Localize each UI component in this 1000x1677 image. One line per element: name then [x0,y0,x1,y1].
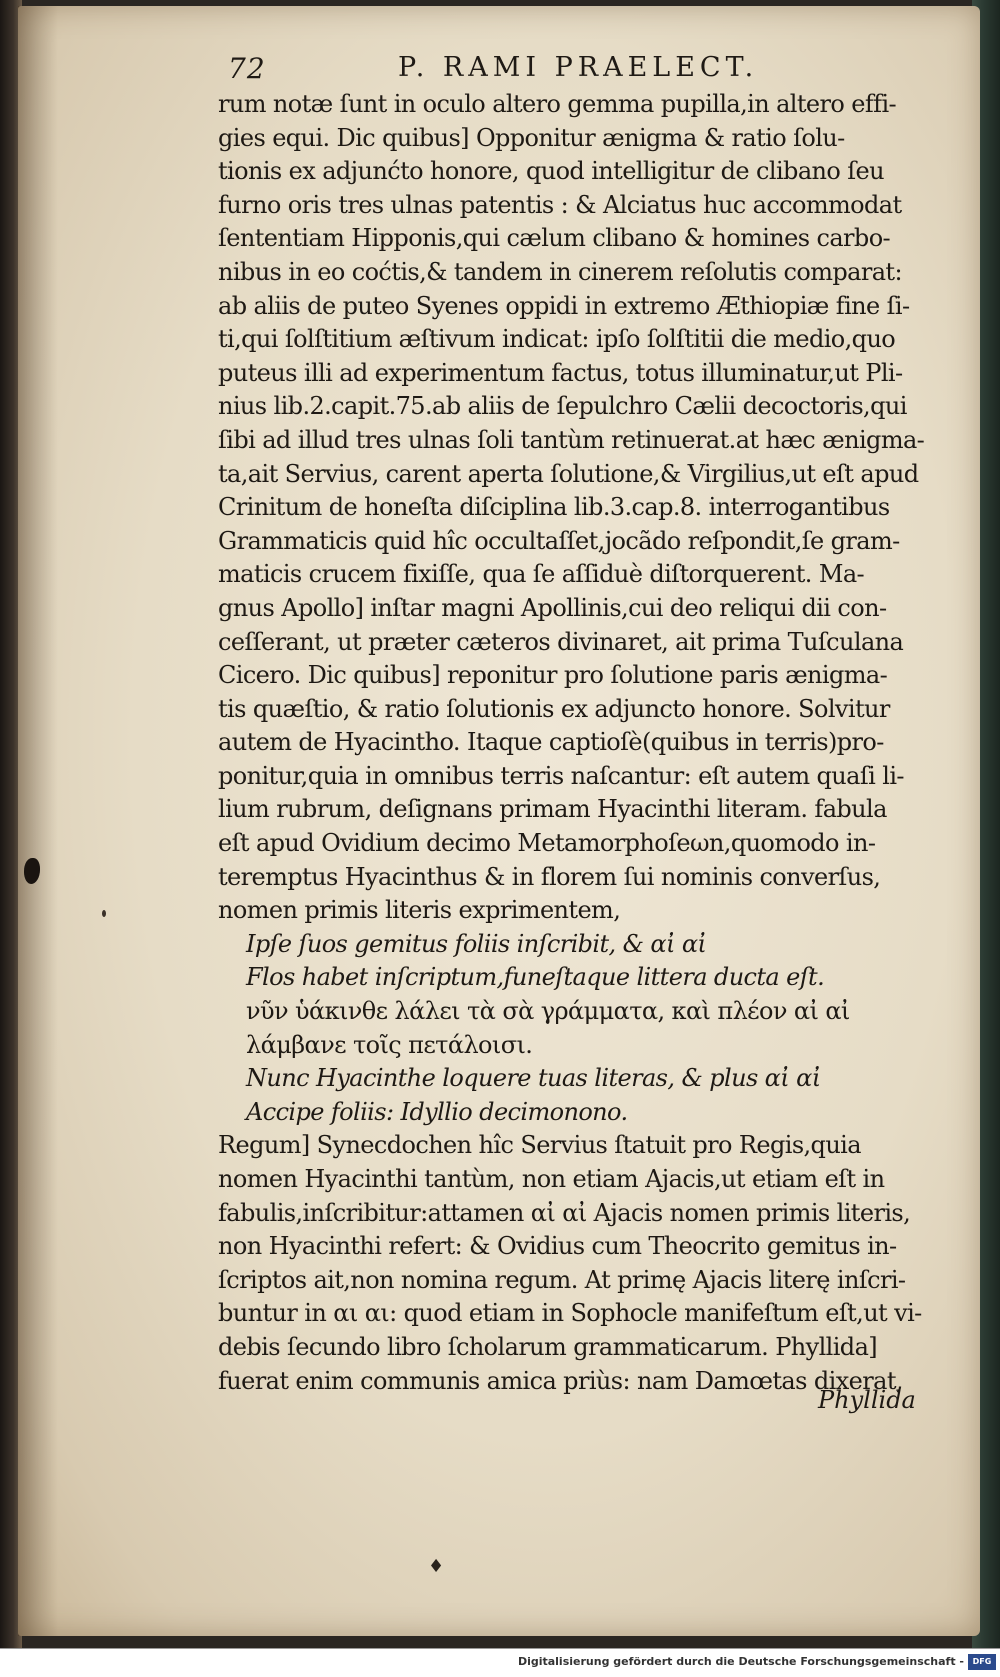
text-line: ab aliis de puteo Syenes oppidi in extremo Æthiopiæ fine ſi- [218,291,910,320]
dfg-logo[interactable]: DFG [968,1654,996,1670]
text-line: ſententiam Hipponis,qui cælum clibano & homines carbo- [218,224,891,253]
text-line: buntur in αι αι: quod etiam in Sophocle manifeſtum eſt,ut vi- [218,1299,922,1328]
page-number: 72 [228,52,266,85]
text-line: ti,qui ſolſtitium æſtivum indicat: ipſo ſolſtitii die medio,quo [218,325,896,354]
text-line: gies equi. Dic quibus] Opponitur ænigma & ratio ſolu- [218,123,845,152]
text-line: gnus Apollo] inſtar magni Apollinis,cui deo reliqui dii con- [218,593,887,622]
verse-line: Ipſe ſuos gemitus foliis inſcribit, & αἰ αἰ [246,929,707,958]
text-line: Grammaticis quid hîc occultaſſet,jocãdo reſpondit,ſe gram- [218,526,900,555]
greek-verse-line: νῦν ὑάκινθε λάλει τὰ σὰ γράμματα, καὶ πλέον αἰ αἰ [246,997,850,1026]
footer-bar [0,1648,1000,1677]
text-line: nibus in eo coćtis,& tandem in cinerem reſolutis comparat: [218,257,902,286]
text-line: ceſſerant, ut præter cæteros divinaret, ait prima Tuſculana [218,627,904,656]
funding-credit: Digitalisierung gefördert durch die Deutsche Forschungsgemeinschaft - [517,1655,964,1668]
text-line: puteus illi ad experimentum factus, totus illuminatur,ut Pli- [218,358,903,387]
verse-line: Flos habet inſcriptum,funeſtaque littera ducta eſt. [246,963,825,992]
text-line: ponitur,quia in omnibus terris naſcantur: eſt autem quaſi li- [218,761,904,790]
text-line: Regum] Synecdochen hîc Servius ſtatuit pro Regis,quia [218,1131,861,1160]
text-line: debis ſecundo libro ſcholarum grammaticarum. Phyllida] [218,1332,878,1361]
running-head: P. RAMI PRAELECT. [398,52,759,83]
greek-verse-line: λάμβανε τοῖς πετάλοισι. [246,1030,533,1059]
text-line: fabulis,inſcribitur:attamen αἰ αἰ Ajacis nomen primis literis, [218,1198,911,1227]
catchword: Phyllida [818,1386,916,1414]
text-line: tis quæſtio, & ratio ſolutionis ex adjuncto honore. Solvitur [218,694,890,723]
verse-line: Accipe foliis: Idyllio decimonono. [246,1097,628,1126]
text-block [218,88,930,1398]
text-line: furno oris tres ulnas patentis : & Alciatus huc accommodat [218,190,902,219]
text-line: eſt apud Ovidium decimo Metamorphoſeωn,quomodo in- [218,829,876,858]
verse-line: Nunc Hyacinthe loquere tuas literas, & plus αἰ αἰ [246,1064,821,1093]
text-line: tionis ex adjunćto honore, quod intelligitur de clibano ſeu [218,157,885,186]
text-line: Crinitum de honeſta diſciplina lib.3.cap.8. interrogantibus [218,493,890,522]
text-line: ſcriptos ait,non nomina regum. At primę Ajacis literę inſcri- [218,1265,906,1294]
text-line: teremptus Hyacinthus & in florem ſui nominis converſus, [218,862,881,891]
text-line: ſibi ad illud tres ulnas ſoli tantùm retinuerat.at hæc ænigma- [218,425,925,454]
text-line: maticis crucem fixiſſe, qua ſe aſſiduè diſtorquerent. Ma- [218,560,865,589]
signature-mark: ♦ [428,1556,445,1577]
text-line: rum notæ ſunt in oculo altero gemma pupilla,in altero effi- [218,90,897,118]
text-line: non Hyacinthi refert: & Ovidius cum Theocrito gemitus in- [218,1232,897,1261]
page-header [228,52,928,92]
text-line: nius lib.2.capit.75.ab aliis de ſepulchro Cælii decoctoris,qui [218,392,907,421]
text-line: nomen primis literis exprimentem, [218,896,621,925]
text-line: lium rubrum, deſignans primam Hyacinthi literam. fabula [218,795,887,824]
gutter-shadow [18,6,58,1636]
text-line: Cicero. Dic quibus] reponitur pro ſolutione paris ænigma- [218,661,888,690]
text-line: autem de Hyacintho. Itaque captioſè(quibus in terris)pro- [218,728,884,757]
text-line: nomen Hyacinthi tantùm, non etiam Ajacis,ut etiam eſt in [218,1165,885,1193]
ink-dot [102,910,106,917]
text-line: fuerat enim communis amica priùs: nam Damœtas dixerat, [218,1366,903,1395]
text-line: ta,ait Servius, carent aperta ſolutione,& Virgilius,ut eſt apud [218,459,919,488]
